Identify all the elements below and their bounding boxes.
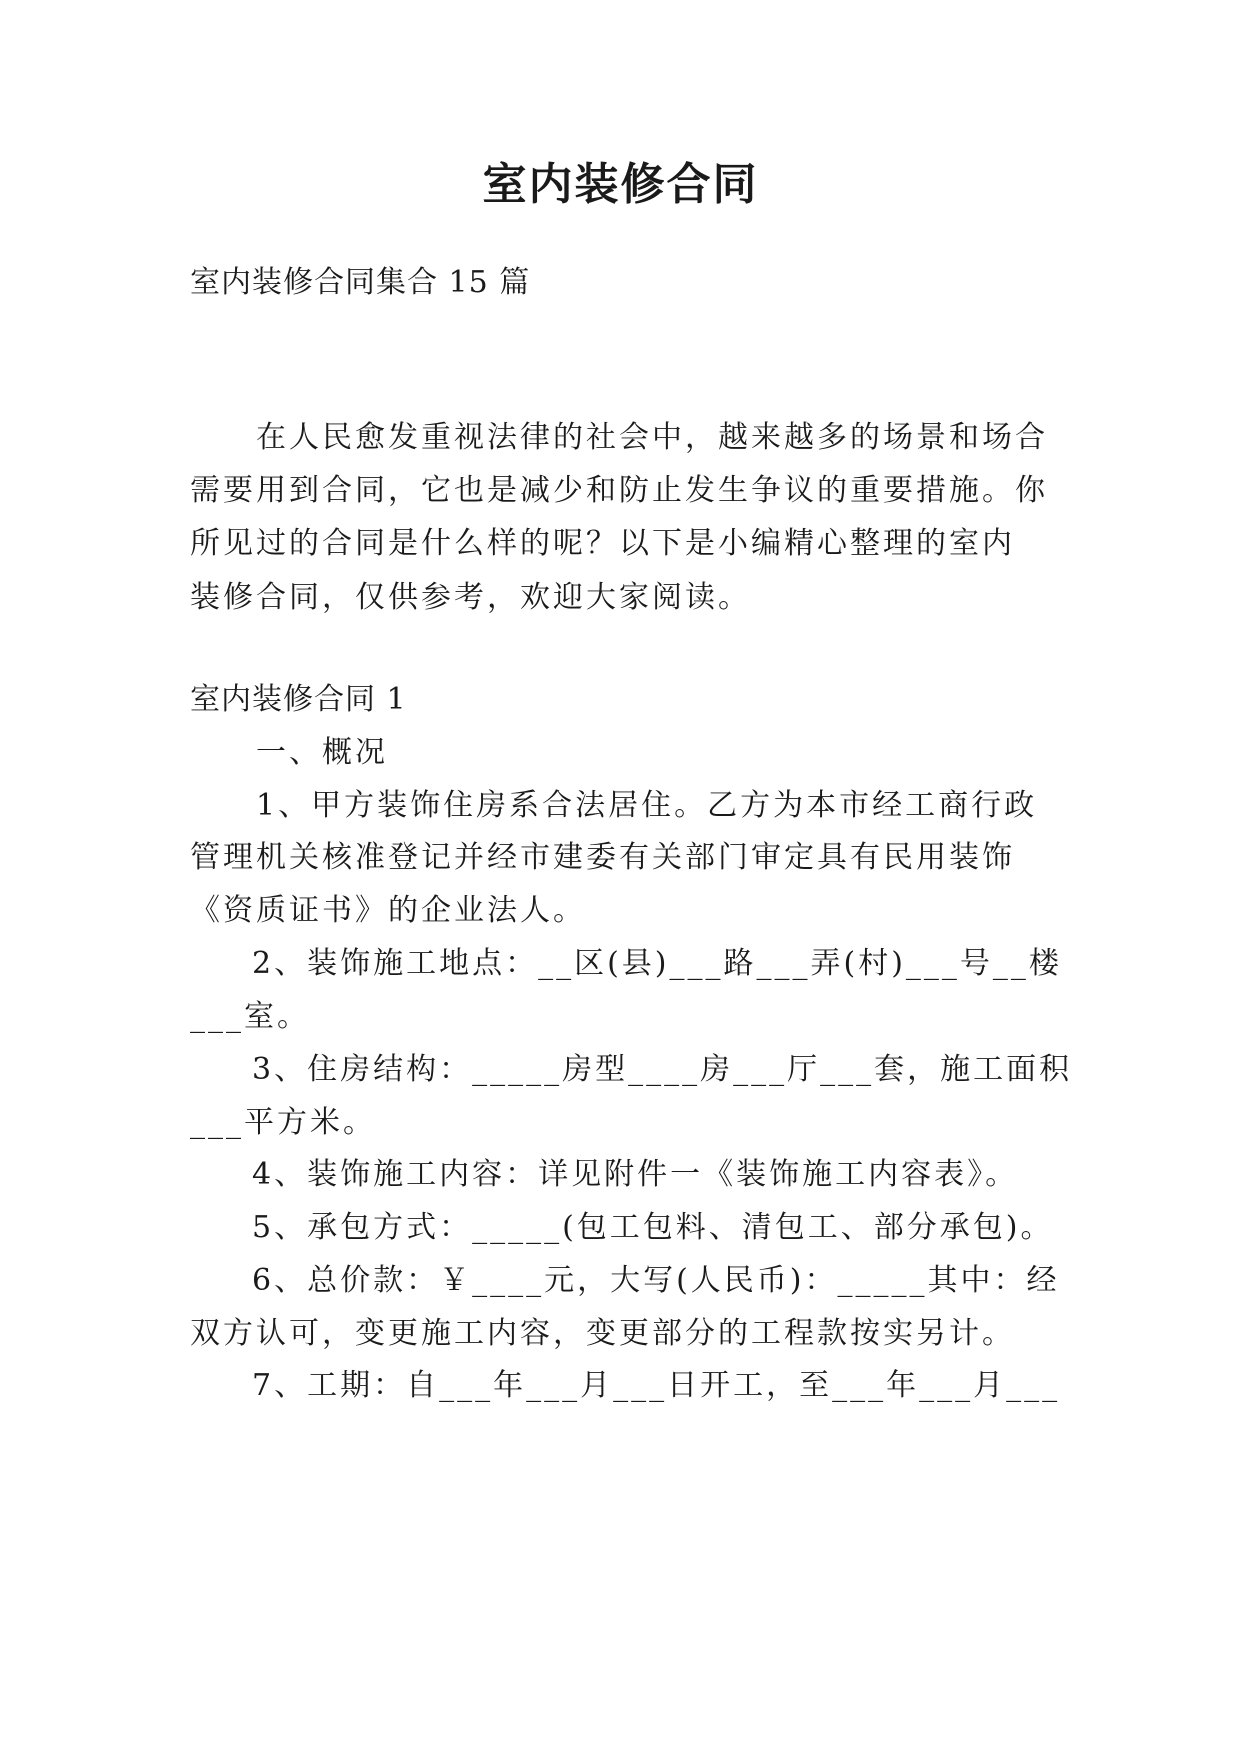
body-line: ___室。 — [190, 999, 310, 1034]
body-line: 《资质证书》的企业法人。 — [190, 893, 586, 928]
body-line: 7、工期：自___年___月___日开工，至___年___月___ — [252, 1368, 1061, 1403]
body-line: 4、装饰施工内容：详见附件一《装饰施工内容表》。 — [252, 1157, 1019, 1192]
body-line: 双方认可，变更施工内容，变更部分的工程款按实另计。 — [190, 1316, 1015, 1351]
intro-line: 所见过的合同是什么样的呢？以下是小编精心整理的室内 — [190, 526, 1015, 561]
document-subtitle: 室内装修合同集合 15 篇 — [190, 265, 531, 300]
body-line: 3、住房结构：_____房型____房___厅___套，施工面积 — [252, 1052, 1073, 1087]
document-title: 室内装修合同 — [482, 159, 759, 210]
section-heading: 室内装修合同 1 — [190, 682, 407, 717]
body-line: ___平方米。 — [190, 1105, 376, 1140]
body-line: 5、承包方式：_____(包工包料、清包工、部分承包)。 — [252, 1210, 1054, 1245]
intro-line: 在人民愈发重视法律的社会中，越来越多的场景和场合 — [256, 420, 1048, 455]
body-line: 管理机关核准登记并经市建委有关部门审定具有民用装饰 — [190, 840, 1015, 875]
intro-line: 需要用到合同，它也是减少和防止发生争议的重要措施。你 — [190, 473, 1048, 508]
body-line: 一、概况 — [256, 735, 388, 770]
body-line: 1、甲方装饰住房系合法居住。乙方为本市经工商行政 — [256, 788, 1038, 823]
body-line: 2、装饰施工地点：__区(县)___路___弄(村)___号__楼 — [252, 946, 1062, 981]
body-line: 6、总价款：￥____元，大写(人民币)：_____其中：经 — [252, 1263, 1060, 1298]
intro-line: 装修合同，仅供参考，欢迎大家阅读。 — [190, 580, 751, 615]
